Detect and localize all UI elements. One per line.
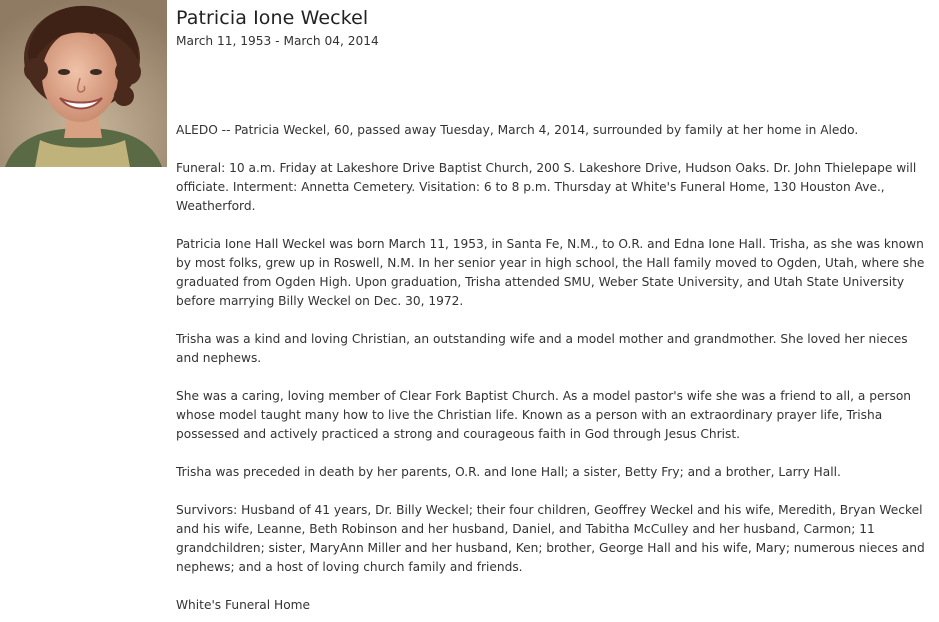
obituary-paragraph: Patricia Ione Hall Weckel was born March 11, 1953, in Santa Fe, N.M., to O.R. and Edna Ione Hall. Trisha, as she was known by most folks, grew up in Roswell, N.M. In her senior year in high school, the Hall family moved to Ogden, Utah, where she graduated from Ogden High. Upon graduation, Trisha attended SMU, Weber State University, and Utah State University before marrying Billy Weckel on Dec. 30, 1972. <box>176 237 925 308</box>
obituary-header <box>176 5 932 50</box>
obituary-paragraph: Survivors: Husband of 41 years, Dr. Billy Weckel; their four children, Geoffrey Weckel and his wife, Meredith, Bryan Weckel and his wife, Leanne, Beth Robinson and her husband, Daniel, and Tabitha McCulley and her husband, Carmon; 11 grandchildren; sister, MaryAnn Miller and her husband, Ken; brother, George Hall and his wife, Mary; numerous nieces and nephews; and a host of loving church family and friends. <box>176 503 925 574</box>
obituary-paragraph: Trisha was a kind and loving Christian, an outstanding wife and a model mother and grandmother. She loved her nieces and nephews. <box>176 332 908 365</box>
obituary-paragraph: ALEDO -- Patricia Weckel, 60, passed away Tuesday, March 4, 2014, surrounded by family at her home in Aledo. <box>176 123 859 137</box>
life-dates: March 11, 1953 - March 04, 2014 <box>176 34 379 48</box>
portrait-photo <box>0 0 167 167</box>
obituary-paragraph: She was a caring, loving member of Clear Fork Baptist Church. As a model pastor's wife she was a friend to all, a person whose model taught many how to live the Christian life. Known as a person with an extraordinary prayer life, Trisha possessed and actively practiced a strong and courageous faith in God through Jesus Christ. <box>176 389 911 441</box>
obituary-paragraph: Funeral: 10 a.m. Friday at Lakeshore Drive Baptist Church, 200 S. Lakeshore Drive, Hudson Oaks. Dr. John Thielepape will officiate. Interment: Annetta Cemetery. Visitation: 6 to 8 p.m. Thursday at White's Funeral Home, 130 Houston Ave., Weatherford. <box>176 161 917 213</box>
obituary-paragraph: Trisha was preceded in death by her parents, O.R. and Ione Hall; a sister, Betty Fry; and a brother, Larry Hall. <box>176 465 841 479</box>
funeral-home-signature: White's Funeral Home <box>176 598 311 612</box>
deceased-name: Patricia Ione Weckel <box>176 7 369 29</box>
obituary-body <box>176 121 932 615</box>
